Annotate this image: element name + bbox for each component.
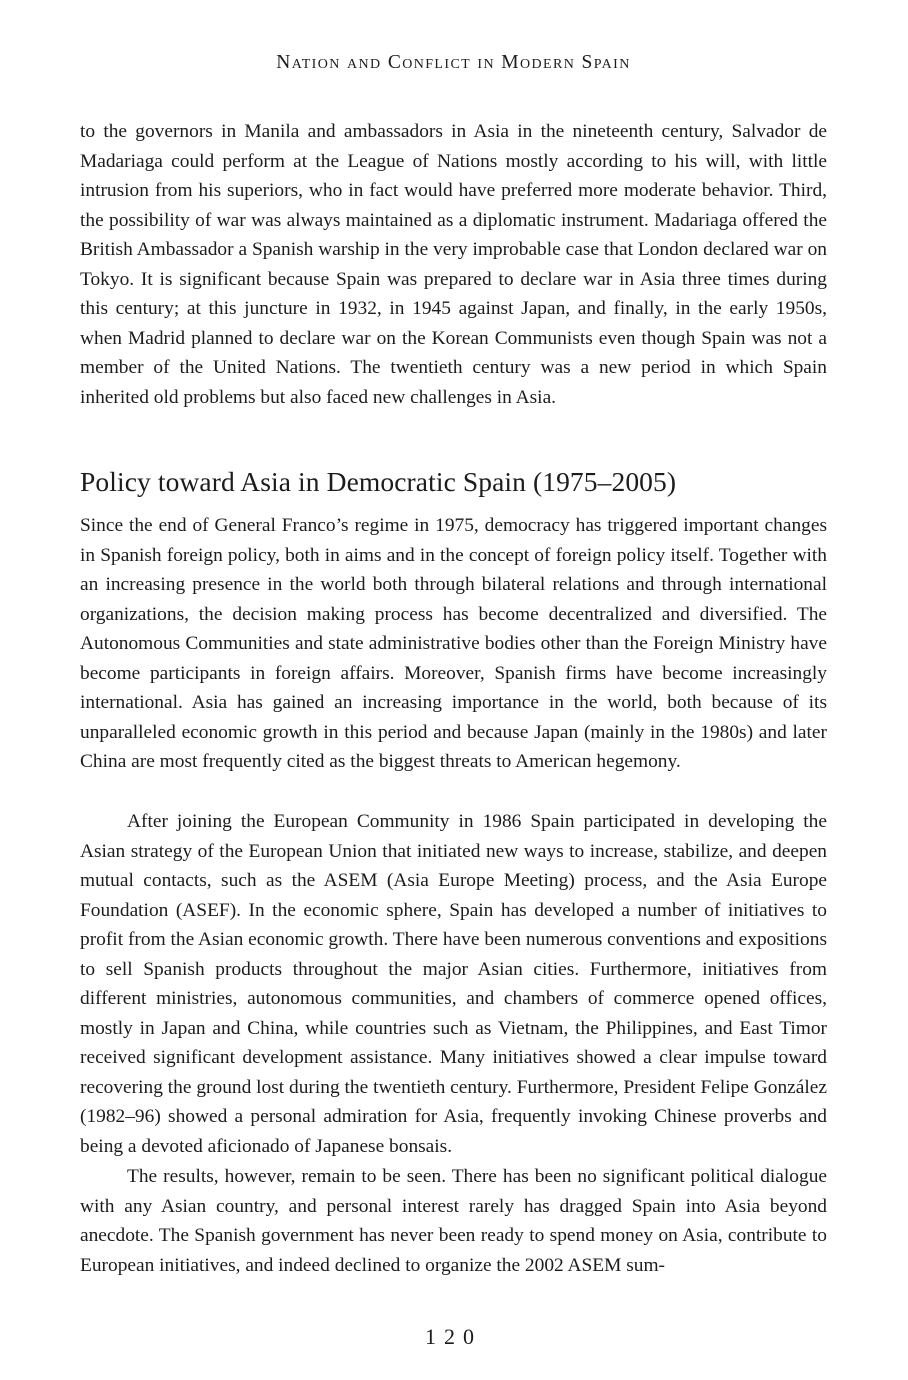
page-number: 120 — [425, 1324, 482, 1349]
running-head: Nation and Conflict in Modern Spain — [276, 52, 631, 73]
paragraph-continued: to the governors in Manila and ambassadors in Asia in the nineteenth century, Salvador de Madariaga could perform at the League of Nations mostly according to his will, with little intrusion from his superiors, who in fact would have preferred more moderate behavior. Third, the possibility of war was always maintained as a diplomatic instrument. Madariaga offered the British Ambassador a Spanish warship in the very improbable case that London declared war on Tokyo. It is significant because Spain was prepared to declare war in Asia three times during this century; at this juncture in 1932, in 1945 against Japan, and finally, in the early 1950s, when Madrid planned to declare war on the Korean Communists even though Spain was not a member of the United Nations. The twentieth century was a new period in which Spain inherited old problems but also faced new challenges in Asia. — [80, 121, 827, 408]
book-page — [80, 0, 827, 1380]
paragraph-results: The results, however, remain to be seen. There has been no significant political dialogue with any Asian country, and personal interest rarely has dragged Spain into Asia beyond anecdote. The Spanish government has never been ready to spend money on Asia, contribute to European initiatives, and indeed declined to organize the 2002 ASEM sum- — [80, 1166, 827, 1276]
paragraph-european-community: After joining the European Community in 1986 Spain participated in developing the Asian strategy of the European Union that initiated new ways to increase, stabilize, and deepen mutual contacts, such as the ASEM (Asia Europe Meeting) process, and the Asia Europe Foundation (ASEF). In the economic sphere, Spain has developed a number of initiatives to profit from the Asian economic growth. There have been numerous conventions and expositions to sell Spanish products throughout the major Asian cities. Furthermore, initiatives from different ministries, autonomous communities, and chambers of commerce opened offices, mostly in Japan and China, while countries such as Vietnam, the Philippines, and East Timor received significant development assistance. Many initiatives showed a clear impulse toward recovering the ground lost during the twentieth century. Furthermore, President Felipe González (1982–96) showed a personal admiration for Asia, frequently invoking Chinese proverbs and being a devoted aficionado of Japanese bonsais. — [80, 811, 827, 1157]
section-heading: Policy toward Asia in Democratic Spain (1975–2005) — [80, 466, 677, 497]
paragraph-section-intro: Since the end of General Franco’s regime in 1975, democracy has triggered important changes in Spanish foreign policy, both in aims and in the concept of foreign policy itself. Together with an increasing presence in the world both through bilateral relations and through international organizations, the decision making process has become decentralized and diversified. The Autonomous Communities and state administrative bodies other than the Foreign Ministry have become participants in foreign affairs. Moreover, Spanish firms have become increasingly international. Asia has gained an increasing importance in the world, both because of its unparalleled economic growth in this period and because Japan (mainly in the 1980s) and later China are most frequently cited as the biggest threats to American hegemony. — [80, 515, 827, 772]
